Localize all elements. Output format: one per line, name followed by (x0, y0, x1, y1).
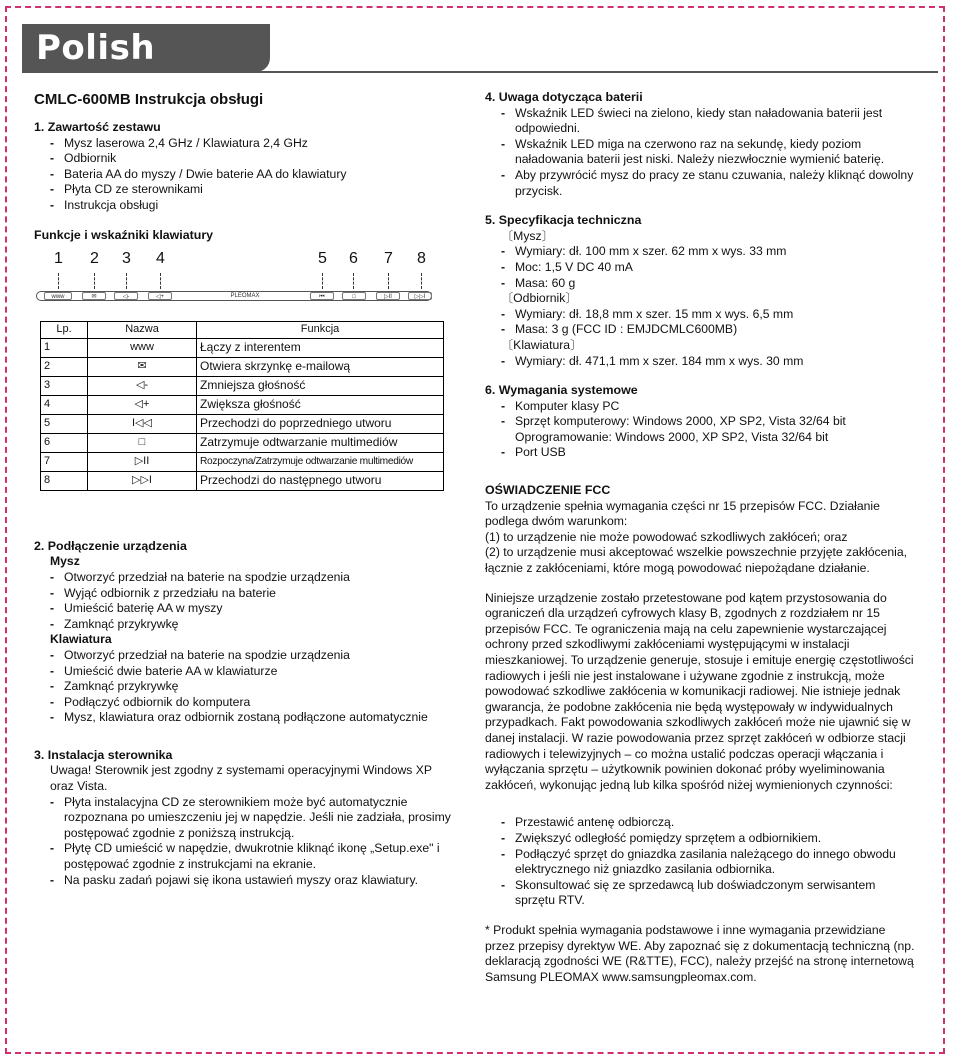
section-4-title: 4. Uwaga dotycząca baterii (485, 90, 643, 104)
section-1-title: 1. Zawartość zestawu (34, 120, 161, 134)
table-row (41, 376, 444, 395)
key-pointer-line (58, 273, 59, 289)
key-number: 8 (417, 250, 426, 268)
spec-keyboard-list (485, 354, 915, 370)
list-item: - Skonsultować się ze sprzedawcą lub doświadczonym serwisantem sprzętu RTV. (485, 878, 915, 909)
list-item: - Sprzęt komputerowy: Windows 2000, XP SP2, Vista 32/64 bit Oprogramowanie: Windows 2000, XP SP2, Vista 32/64 bit (485, 414, 915, 445)
list-item: - Płyta CD ze sterownikami (34, 182, 454, 198)
stop-key: □ (342, 292, 366, 300)
www-key: www (44, 292, 72, 300)
row-function: Przechodzi do poprzedniego utworu (197, 414, 444, 433)
stop-icon: □ (88, 433, 197, 452)
row-number: 8 (41, 471, 88, 490)
list-item: - Moc: 1,5 V DC 40 mA (485, 260, 915, 276)
section-1-list (34, 136, 454, 214)
battery-notes (485, 106, 915, 200)
list-item: - Mysz laserowa 2,4 GHz / Klawiatura 2,4 GHz (34, 136, 454, 152)
mouse-subtitle: Mysz (50, 554, 80, 569)
keyboard-function-table (40, 321, 444, 491)
email-key: ✉ (82, 292, 106, 300)
row-number: 7 (41, 452, 88, 471)
spec-receiver-list (485, 307, 915, 338)
list-item: - Podłączyć odbiornik do komputera (34, 695, 454, 711)
fcc-title: OŚWIADCZENIE FCC (485, 483, 611, 498)
header-rule (22, 71, 938, 73)
list-item: - Wskaźnik LED świeci na zielono, kiedy stan naładowania baterii jest odpowiedni. (485, 106, 915, 137)
list-item: - Umieścić baterię AA w myszy (34, 601, 454, 617)
list-item: - Zwiększyć odległość pomiędzy sprzętem a odbiornikiem. (485, 831, 915, 847)
driver-note: Uwaga! Sterownik jest zgodny z systemami operacyjnymi Windows XP oraz Vista. (50, 763, 432, 794)
list-item: - Umieścić dwie baterie AA w klawiaturze (34, 664, 454, 680)
key-pointer-line (322, 273, 323, 289)
keyboard-section-title: Funkcje i wskaźniki klawiatury (34, 227, 214, 242)
column-header: Nazwa (88, 322, 197, 339)
key-pointer-line (353, 273, 354, 289)
table-row (41, 452, 444, 471)
row-function: Łączy z interentem (197, 338, 444, 357)
key-number: 4 (156, 250, 165, 268)
row-number: 2 (41, 357, 88, 376)
list-item: - Instrukcja obsługi (34, 198, 454, 214)
language-title: Polish (36, 28, 156, 68)
driver-steps (34, 795, 454, 889)
key-number: 3 (122, 250, 131, 268)
table-row (41, 395, 444, 414)
list-item: - Mysz, klawiatura oraz odbiornik zostaną podłączone automatycznie (34, 710, 454, 726)
key-number: 5 (318, 250, 327, 268)
list-item: - Wskaźnik LED miga na czerwono raz na sekundę, kiedy poziom naładowania baterii jest niski. Należy niezwłocznie wymienić baterię. (485, 137, 915, 168)
column-header: Lp. (41, 322, 88, 339)
keyboard-subtitle: Klawiatura (50, 632, 112, 647)
www-icon: www (88, 338, 197, 357)
next-track-key: ▷▷I (408, 292, 432, 300)
list-item: - Płyta instalacyjna CD ze sterownikiem może być automatycznie rozpoznana po umieszczeniu jej w napędzie. Jeśli nie zadziała, prosimy postępować zgodnie z poniższą instrukcją. (34, 795, 454, 842)
list-item: - Wymiary: dł. 100 mm x szer. 62 mm x wys. 33 mm (485, 244, 915, 260)
table-row (41, 338, 444, 357)
row-number: 4 (41, 395, 88, 414)
mouse-steps (34, 570, 454, 632)
previous-track-key: ⏮ (310, 292, 334, 300)
table-row (41, 433, 444, 452)
table-row (41, 357, 444, 376)
list-item: - Masa: 60 g (485, 276, 915, 292)
keyboard-steps (34, 648, 454, 726)
key-pointer-line (421, 273, 422, 289)
spec-group-receiver: 〔Odbiornik〕 (501, 291, 578, 306)
volume-down-key: ◁- (114, 292, 138, 300)
section-5-title: 5. Specyfikacja techniczna (485, 213, 642, 228)
key-pointer-line (94, 273, 95, 289)
spec-group-mouse: 〔Mysz〕 (501, 228, 554, 243)
row-function: Zwiększa głośność (197, 395, 444, 414)
row-function: Zmniejsza głośność (197, 376, 444, 395)
row-function: Otwiera skrzynkę e-mailową (197, 357, 444, 376)
list-item: - Zamknąć przykrywkę (34, 679, 454, 695)
row-function: Rozpoczyna/Zatrzymuje odtwarzanie multimediów (197, 452, 444, 471)
row-function: Przechodzi do następnego utworu (197, 471, 444, 490)
list-item: - Otworzyć przedział na baterie na spodzie urządzenia (34, 570, 454, 586)
key-number: 6 (349, 250, 358, 268)
key-pointer-line (388, 273, 389, 289)
right-column (485, 90, 915, 985)
fcc-paragraph: To urządzenie spełnia wymagania części nr 15 przepisów FCC. Działanie podlega dwóm warunkom: (485, 498, 880, 529)
list-item: - Aby przywrócić mysz do pracy ze stanu czuwania, należy kliknąć dowolny przycisk. (485, 168, 915, 199)
list-item: - Port USB (485, 445, 915, 461)
column-header: Funkcja (197, 322, 444, 339)
list-item: - Podłączyć sprzęt do gniazdka zasilania należącego do innego obwodu elektrycznego niż gniazdko zasilania odbiornika. (485, 847, 915, 878)
table-row (41, 471, 444, 490)
list-item: - Odbiornik (34, 151, 454, 167)
fcc-condition: (2) to urządzenie musi akceptować wszelkie powszechnie przyjęte zakłócenia, łącznie z zakłóceniami, które mogą powodować niepożądane działanie. (485, 545, 908, 576)
list-item: - Wyjąć odbiornik z przedziału na baterie (34, 586, 454, 602)
section-2-title: 2. Podłączenie urządzenia (34, 538, 187, 553)
compliance-note: * Produkt spełnia wymagania podstawowe i inne wymagania przewidziane przez przepisy dyrektyw WE. Aby zapoznać się z dokumentacją techniczną (np. deklaracją zgodności WE (R&TTE), FCC), należy przejść na stronę internetową Samsung PLEOMAX www.samsungpleomax.com. (485, 922, 915, 984)
list-item: - Zamknąć przykrywkę (34, 617, 454, 633)
list-item: - Przestawić antenę odbiorczą. (485, 815, 915, 831)
play-pause-key: ▷II (376, 292, 400, 300)
key-number: 2 (90, 250, 99, 268)
keyboard-diagram (34, 251, 434, 311)
list-item: - Na pasku zadań pojawi się ikona ustawień myszy oraz klawiatury. (34, 873, 454, 889)
list-item: - Bateria AA do myszy / Dwie baterie AA do klawiatury (34, 167, 454, 183)
list-item: - Płytę CD umieścić w napędzie, dwukrotnie kliknąć ikonę „Setup.exe" i postępować zgodnie z instrukcjami na ekranie. (34, 841, 454, 872)
list-item: - Komputer klasy PC (485, 399, 915, 415)
pleomax-logo: PLEOMAX (230, 293, 260, 300)
envelope-icon: ✉ (88, 357, 197, 376)
fcc-paragraph: Niniejsze urządzenie zostało przetestowane pod kątem przystosowania do ograniczeń dla urządzeń cyfrowych klasy B, zgodnych z rozdziałem nr 15 przepisów FCC. Te ograniczenia mają na celu zapewnienie wystarczającej ochrony przed szkodliwymi zakłóceniami występującymi w instalacji mieszkaniowej. To urządzenie generuje, stosuje i emituje energię częstotliwości radiowych i jeśli nie jest instalowane i używane zgodnie z instrukcją, może powodować szkodliwe zakłócenia w komunikacji radiowej. Nie istnieje jednak gwarancja, że podobne zakłócenia nie będą występowały w indywidualnych przypadkach. Fakt powodowania szkodliwych zakłóceń może nie ujawnić się w danej instalacji. W razie powodowania przez sprzęt zakłóceń w odbiorze stacji radiowych i telewizyjnych – co można ustalić podczas operacji włączania i wyłączania sprzętu – użytkownik powinien dokonać próby wyeliminowania zakłóceń, wykonując jedną lub kilka spośród niżej wymienionych czynności: (485, 590, 914, 792)
volume-up-key: ◁+ (148, 292, 172, 300)
fcc-measures (485, 815, 915, 909)
spec-mouse-list (485, 244, 915, 291)
section-6-title: 6. Wymagania systemowe (485, 383, 638, 398)
volume-up-icon: ◁+ (88, 395, 197, 414)
left-column (34, 90, 454, 888)
system-requirements (485, 399, 915, 461)
row-number: 5 (41, 414, 88, 433)
previous-track-icon: I◁◁ (88, 414, 197, 433)
volume-down-icon: ◁- (88, 376, 197, 395)
section-3-title: 3. Instalacja sterownika (34, 747, 173, 762)
list-item: - Wymiary: dł. 18,8 mm x szer. 15 mm x wys. 6,5 mm (485, 307, 915, 323)
list-item: - Otworzyć przedział na baterie na spodzie urządzenia (34, 648, 454, 664)
key-pointer-line (126, 273, 127, 289)
row-number: 6 (41, 433, 88, 452)
row-number: 1 (41, 338, 88, 357)
play-pause-icon: ▷II (88, 452, 197, 471)
table-header-row (41, 322, 444, 339)
key-number: 1 (54, 250, 63, 268)
table-row (41, 414, 444, 433)
spec-group-keyboard: 〔Klawiatura〕 (501, 337, 583, 352)
key-pointer-line (160, 273, 161, 289)
next-track-icon: ▷▷I (88, 471, 197, 490)
row-number: 3 (41, 376, 88, 395)
fcc-condition: (1) to urządzenie nie może powodować szkodliwych zakłóceń; oraz (485, 529, 848, 544)
document-title: CMLC-600MB Instrukcja obsługi (34, 91, 264, 108)
list-item: - Wymiary: dł. 471,1 mm x szer. 184 mm x wys. 30 mm (485, 354, 915, 370)
key-number: 7 (384, 250, 393, 268)
row-function: Zatrzymuje odtwarzanie multimediów (197, 433, 444, 452)
list-item: - Masa: 3 g (FCC ID : EMJDCMLC600MB) (485, 322, 915, 338)
